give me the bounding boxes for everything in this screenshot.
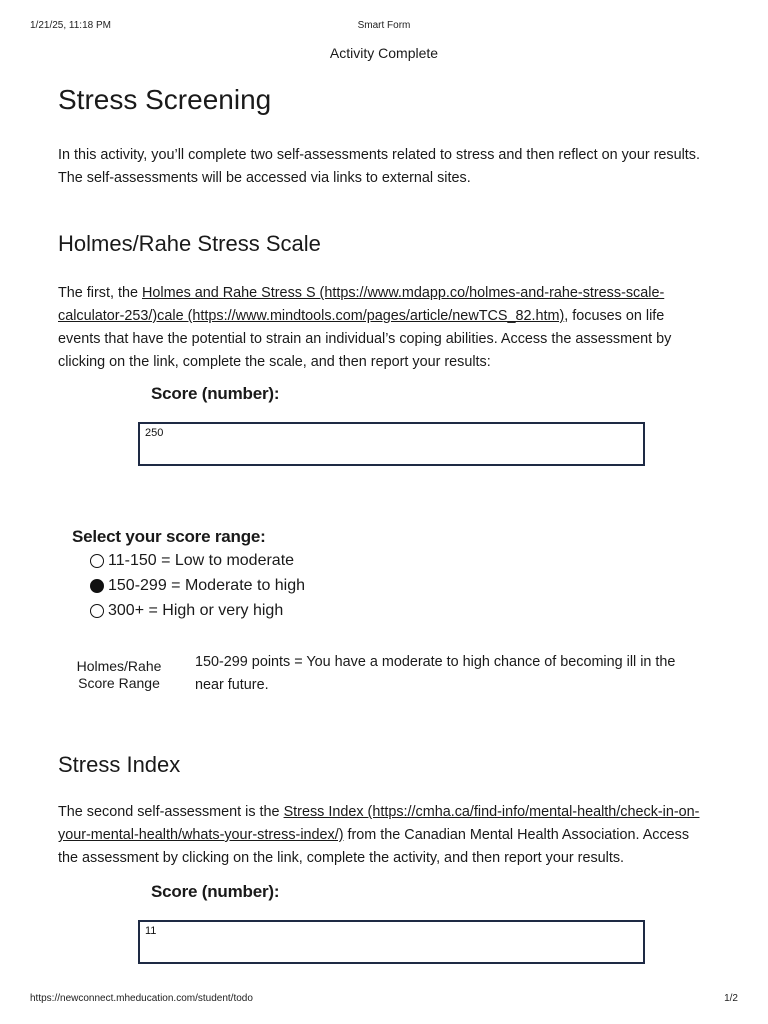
score-range-option-high[interactable] [90, 602, 283, 620]
print-footer-url: https://newconnect.mheducation.com/student/todo [30, 993, 253, 1004]
print-page-title: Smart Form [357, 20, 411, 31]
stress-index-heading: Stress Index [58, 752, 181, 777]
stress-index-score-input[interactable] [138, 920, 645, 964]
page-title: Stress Screening [58, 84, 272, 115]
print-datetime: 1/21/25, 11:18 PM [30, 20, 111, 31]
holmes-text-after: , focuses on life events that have the potential to strain an individual’s coping abilities. Access the assessment by clicking on the link, complete the scale, and then report your results: [58, 308, 672, 370]
index-text-after: from the Canadian Mental Health Association. Access the assessment by clicking on the link, complete the activity, and then report your results. [58, 827, 690, 866]
score-range-option-label: 300+ = High or very high [108, 602, 284, 619]
stress-index-link[interactable]: Stress Index (https://cmha.ca/find-info/mental-health/check-in-on-your-mental-health/whats-your-stress-index/) [58, 804, 700, 843]
radio-icon[interactable] [90, 579, 104, 593]
holmes-score-input[interactable] [138, 422, 645, 466]
score-range-option-moderate[interactable] [90, 577, 305, 595]
score-range-title: Select your score range: [72, 527, 266, 546]
holmes-result-label: Holmes/Rahe Score Range [76, 658, 162, 691]
holmes-score-label: Score (number): [151, 384, 280, 403]
score-range-option-low[interactable] [90, 552, 294, 570]
holmes-rahe-description [58, 282, 710, 374]
holmes-result-text: 150-299 points = You have a moderate to high chance of becoming ill in the near future. [195, 654, 676, 693]
index-text-before: The second self-assessment is the [58, 804, 284, 820]
holmes-score-value: 250 [145, 427, 164, 439]
score-range-option-label: 150-299 = Moderate to high [108, 577, 306, 594]
radio-icon[interactable] [90, 604, 104, 618]
holmes-rahe-heading: Holmes/Rahe Stress Scale [58, 231, 321, 256]
holmes-rahe-link[interactable]: Holmes and Rahe Stress S (https://www.mdapp.co/holmes-and-rahe-stress-scale-calculator-253/)cale (https://www.mindtools.com/pages/article/newTCS_82.htm) [58, 285, 665, 324]
radio-icon[interactable] [90, 554, 104, 568]
activity-status: Activity Complete [329, 45, 439, 61]
score-range-option-label: 11-150 = Low to moderate [108, 552, 295, 569]
intro-text: In this activity, you’ll complete two self-assessments related to stress and then reflect on your results. The self-assessments will be accessed via links to external sites. [58, 147, 700, 186]
stress-index-score-value: 11 [145, 925, 157, 937]
print-page-number: 1/2 [724, 993, 738, 1004]
holmes-text-before: The first, the [58, 285, 142, 301]
stress-index-description [58, 801, 710, 870]
stress-index-score-label: Score (number): [151, 882, 280, 901]
